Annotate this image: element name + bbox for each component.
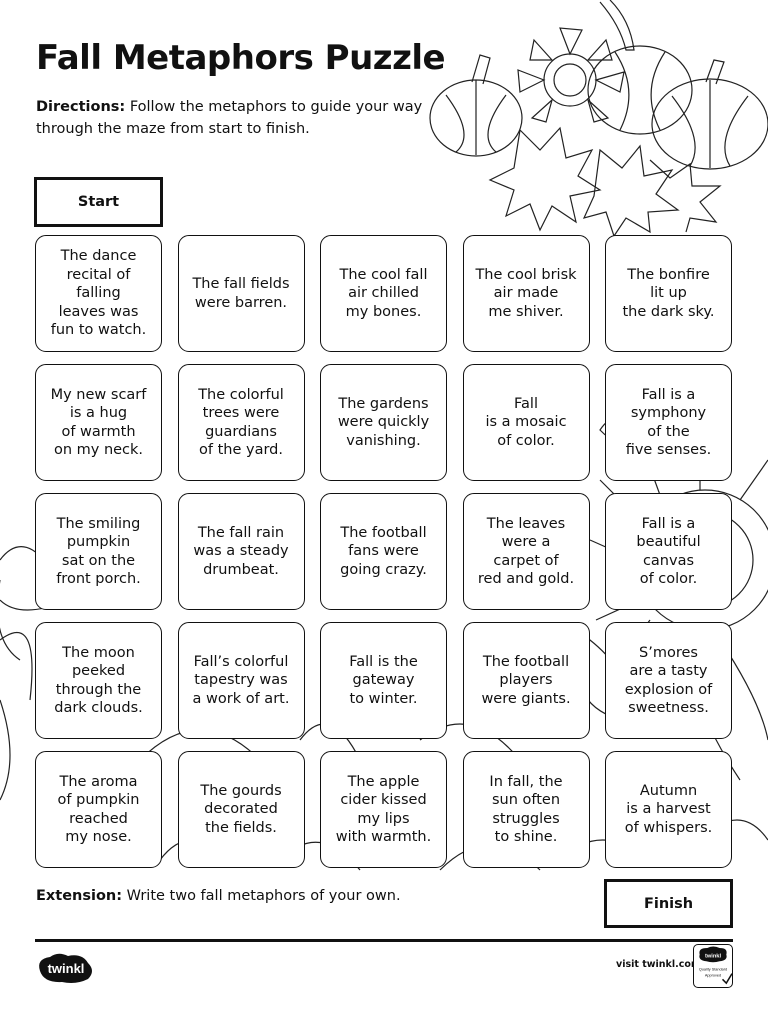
maze-cell: My new scarf is a hug of warmth on my neck. [35,364,162,481]
maze-cell: The cool fall air chilled my bones. [320,235,447,352]
maze-cell: Fall is a symphony of the five senses. [605,364,732,481]
twinkl-logo [36,951,96,985]
maze-cell: The apple cider kissed my lips with warmth. [320,751,447,868]
directions-text: Follow the metaphors to guide your way through the maze from start to finish. [36,99,423,137]
directions [36,96,426,140]
extension-label: Extension: [36,888,123,904]
maze-cell: Fall’s colorful tapestry was a work of art. [178,622,305,739]
extension-text: Write two fall metaphors of your own. [126,888,401,904]
maze-cell: The football fans were going crazy. [320,493,447,610]
badge-line-1: Quality Standard [698,967,728,972]
maze-cell: Fall is a beautiful canvas of color. [605,493,732,610]
maze-cell: The smiling pumpkin sat on the front porch. [35,493,162,610]
maze-cell: Fall is the gateway to winter. [320,622,447,739]
maze-cell: The fall rain was a steady drumbeat. [178,493,305,610]
maze-cell: The gardens were quickly vanishing. [320,364,447,481]
maze-cell: The colorful trees were guardians of the yard. [178,364,305,481]
maze-cell: The gourds decorated the fields. [178,751,305,868]
twinkl-logo-text: twinkl [47,961,85,976]
maze-cell: In fall, the sun often struggles to shine. [463,751,590,868]
finish-box: Finish [604,879,733,928]
maze-cell: Fall is a mosaic of color. [463,364,590,481]
page-title: Fall Metaphors Puzzle [36,38,446,78]
footer-divider [35,939,733,942]
quality-badge-icon [693,944,733,988]
extension [36,888,401,904]
maze-cell: S’mores are a tasty explosion of sweetness. [605,622,732,739]
start-box: Start [34,177,163,227]
directions-label: Directions: [36,99,126,115]
maze-cell: The dance recital of falling leaves was fun to watch. [35,235,162,352]
badge-line-2: Approved [704,973,722,978]
maze-cell: The cool brisk air made me shiver. [463,235,590,352]
badge-brand-text: twinkl [704,953,722,960]
visit-link[interactable]: visit twinkl.com [616,959,701,970]
maze-cell: The aroma of pumpkin reached my nose. [35,751,162,868]
maze-cell: The fall fields were barren. [178,235,305,352]
maze-cell: The bonfire lit up the dark sky. [605,235,732,352]
maze-cell: The leaves were a carpet of red and gold. [463,493,590,610]
maze-grid [35,235,732,868]
maze-cell: The moon peeked through the dark clouds. [35,622,162,739]
maze-cell: The football players were giants. [463,622,590,739]
maze-cell: Autumn is a harvest of whispers. [605,751,732,868]
